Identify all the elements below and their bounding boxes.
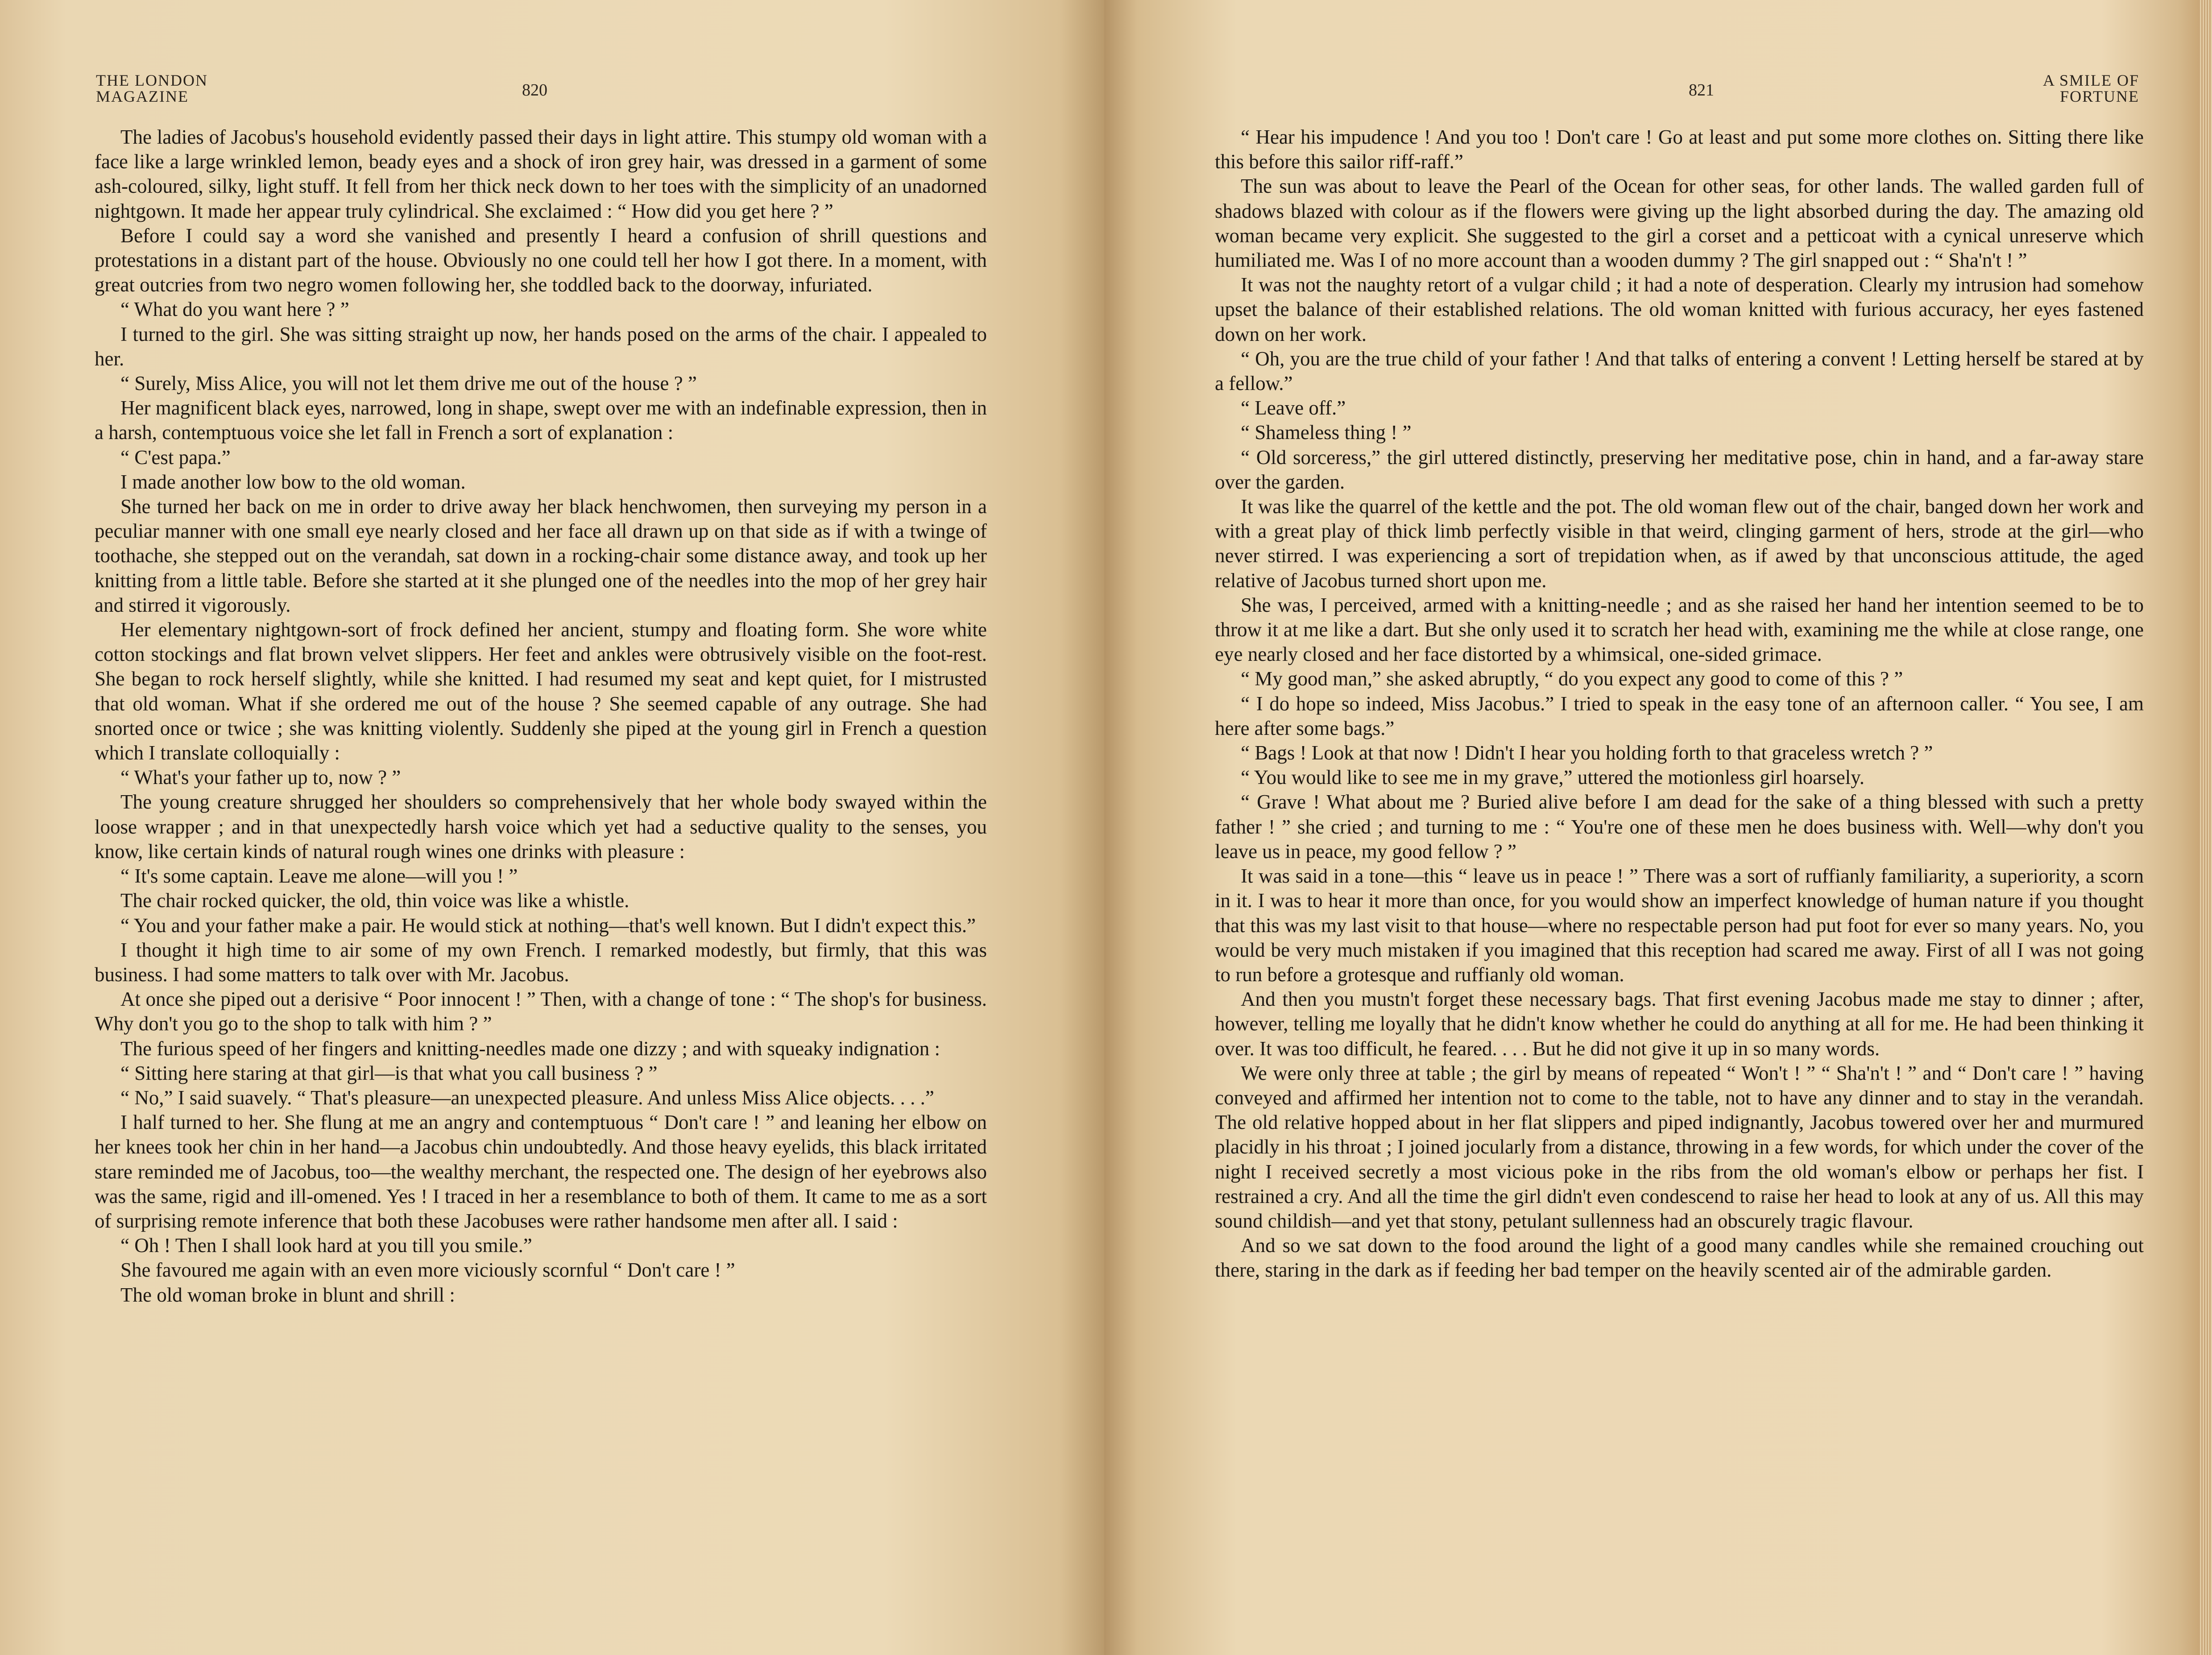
right-page: [1104, 0, 2212, 1655]
paragraph: “ Leave off.”: [1241, 397, 1346, 419]
paragraph: “ You and your father make a pair. He would stick at nothing—that's well known. But I didn't expect this.”: [120, 914, 976, 937]
running-head: [1216, 67, 2139, 112]
paragraph: The old woman broke in blunt and shrill :: [120, 1283, 455, 1306]
paragraph: “ My good man,” she asked abruptly, “ do you expect any good to come of this ? ”: [1241, 668, 1903, 690]
paragraph: “ C'est papa.”: [120, 446, 231, 469]
left-page: [0, 0, 1104, 1655]
paragraph: “ Oh ! Then I shall look hard at you till you smile.”: [120, 1234, 532, 1257]
paragraph: “ I do hope so indeed, Miss Jacobus.” I tried to speak in the easy tone of an afternoon caller. “ You see, I am here after some bags.”: [1215, 692, 2144, 739]
paragraph: “ No,” I said suavely. “ That's pleasure—an unexpected pleasure. And unless Miss Alice objects. . . .”: [120, 1086, 934, 1109]
paragraph: The young creature shrugged her shoulders so comprehensively that her whole body swayed within the loose wrapper ; and in that unexpectedly harsh voice which yet had a seductive quality to the senses, you know, like certain kinds of natural rough wines one drinks with pleasure :: [95, 791, 987, 863]
paragraph: I turned to the girl. She was sitting straight up now, her hands posed on the arms of the chair. I appealed to her.: [95, 323, 987, 370]
paragraph: The furious speed of her fingers and knitting-needles made one dizzy ; and with squeaky indignation :: [120, 1037, 940, 1060]
paragraph: “ It's some captain. Leave me alone—will you ! ”: [120, 865, 518, 888]
paragraph: We were only three at table ; the girl by means of repeated “ Won't ! ” “ Sha'n't ! ” and “ Don't care ! ” having conveyed and affirmed her intention not to come to the table, not to have any dinner and to stay in the verandah. The old relative hopped about in her flat slippers and piped indignantly, Jacobus towered over her and murmured placidly in his throat ; I joined jocularly from a distance, throwing in a few words, for which under the cover of the night I received secretly a most vicious poke in the ribs from the old woman's elbow or perhaps her fist. I restrained a cry. And all the time the girl didn't even condescend to raise her head to look at any of us. All this may sound childish—and yet that stony, petulant sullenness had an obscurely tragic flavour.: [1215, 1062, 2144, 1232]
paragraph: “ Grave ! What about me ? Buried alive before I am dead for the sake of a thing blessed with such a pretty father ! ” she cried ; and turning to me : “ You're one of these men he does business with. Well—why don't you leave us in peace, my good fellow ? ”: [1215, 791, 2144, 863]
paragraph: “ Oh, you are the true child of your father ! And that talks of entering a convent ! Letting herself be stared at by a fellow.”: [1215, 347, 2144, 395]
story-title: [2043, 72, 2139, 104]
paragraph: “ Shameless thing ! ”: [1241, 421, 1412, 444]
paragraph: And so we sat down to the food around the light of a good many candles while she remained crouching out there, staring in the dark as if feeding her bad temper on the heavily scented air of the admirable garden.: [1215, 1234, 2144, 1282]
page-number: 820: [522, 81, 547, 100]
paragraph: I half turned to her. She flung at me an angry and contemptuous “ Don't care ! ” and leaning her elbow on her knees took her chin in her hand—a Jacobus chin undoubtedly. And those heavy eyelids, this black irritated stare reminded me of Jacobus, too—the wealthy merchant, the respected one. The design of her eyebrows also was the same, rigid and ill-omened. Yes ! I traced in her a resemblance to both of them. It came to me as a sort of surprising remote inference that both these Jacobuses were rather handsome men after all. I said :: [95, 1111, 987, 1232]
magazine-title: [96, 72, 208, 104]
paragraph: The sun was about to leave the Pearl of the Ocean for other seas, for other lands. The walled garden full of shadows blazed with colour as if the flowers were giving up the light absorbed during the day. The amazing old woman became very explicit. She suggested to the girl a corset and a petticoat with a cynical unreserve which humiliated me. Was I of no more account than a wooden dummy ? The girl snapped out : “ Sha'n't ! ”: [1215, 175, 2144, 272]
paragraph: “ Sitting here staring at that girl—is that what you call business ? ”: [120, 1062, 658, 1084]
paragraph: And then you mustn't forget these necessary bags. That first evening Jacobus made me stay to dinner ; after, however, telling me loyally that he didn't know whether he could do anything at all for me. He had been thinking it over. It was too difficult, he feared. . . . But he did not give it up in so many words.: [1215, 988, 2144, 1060]
paragraph: “ You would like to see me in my grave,” uttered the motionless girl hoarsely.: [1241, 766, 1865, 789]
paragraph: “ Old sorceress,” the girl uttered distinctly, preserving her meditative pose, chin in hand, and a far-away stare over the garden.: [1215, 446, 2144, 493]
paragraph: Her elementary nightgown-sort of frock defined her ancient, stumpy and floating form. She wore white cotton stockings and flat brown velvet slippers. Her feet and ankles were obtrusively visible on the foot-rest. She began to rock herself slightly, while she knitted. I had resumed my seat and kept quiet, for I mistrusted that old woman. What if she ordered me out of the house ? She seemed capable of any outrage. She had snorted once or twice ; she was knitting violently. Suddenly she piped at the young girl in French a question which I translate colloquially :: [95, 618, 987, 764]
paragraph: “ What's your father up to, now ? ”: [120, 766, 401, 789]
paragraph: At once she piped out a derisive “ Poor innocent ! ” Then, with a change of tone : “ The shop's for business. Why don't you go to the shop to talk with him ? ”: [95, 988, 987, 1035]
paragraph: “ What do you want here ? ”: [120, 298, 349, 321]
paragraph: It was not the naughty retort of a vulgar child ; it had a note of desperation. Clearly my intrusion had somehow upset the balance of their established relations. The old woman knitted with furious accuracy, her eyes fastened down on her work.: [1215, 274, 2144, 345]
paragraph: “ Hear his impudence ! And you too ! Don't care ! Go at least and put some more clothes on. Sitting there like this before this sailor riff-raff.”: [1215, 126, 2144, 173]
running-head: [96, 67, 1006, 112]
magazine-title-line-2: MAGAZINE: [96, 87, 189, 105]
paragraph: Her magnificent black eyes, narrowed, long in shape, swept over me with an indefinable expression, then in a harsh, contemptuous voice she let fall in French a sort of explanation :: [95, 397, 987, 444]
story-title-line-2: FORTUNE: [2060, 87, 2139, 105]
page-number: 821: [1689, 81, 1714, 100]
paragraph: She favoured me again with an even more viciously scornful “ Don't care ! ”: [120, 1259, 735, 1282]
paragraph: It was like the quarrel of the kettle and the pot. The old woman flew out of the chair, banged down her work and with a great play of thick limb perfectly visible in that weird, clinging garment of hers, strode at the girl—who never stirred. I was experiencing a sort of trepidation when, as if awed by that unconscious attitude, the aged relative of Jacobus turned short upon me.: [1215, 495, 2144, 592]
paragraph: I made another low bow to the old woman.: [120, 470, 466, 493]
paragraph: “ Surely, Miss Alice, you will not let them drive me out of the house ? ”: [120, 372, 697, 395]
paragraph: The chair rocked quicker, the old, thin voice was like a whistle.: [120, 889, 630, 912]
paragraph: The ladies of Jacobus's household evidently passed their days in light attire. This stumpy old woman with a face like a large wrinkled lemon, beady eyes and a shock of iron grey hair, was dressed in a garment of some ash-coloured, silky, light stuff. It fell from her thick neck down to her toes with the simplicity of an unadorned nightgown. It made her appear truly cylindrical. She exclaimed : “ How did you get here ? ”: [95, 126, 987, 222]
left-page-text: [95, 125, 987, 1307]
magazine-title-line-1: THE LONDON: [96, 71, 208, 89]
right-page-text: [1215, 125, 2144, 1283]
paragraph: She turned her back on me in order to drive away her black henchwomen, then surveying my person in a peculiar manner with one small eye nearly closed and her face all drawn up on that side as if with a twinge of toothache, she stepped out on the verandah, sat down in a rocking-chair some distance away, and took up her knitting from a little table. Before she started at it she plunged one of the needles into the mop of her grey hair and stirred it vigorously.: [95, 495, 987, 616]
page-edge: [2199, 0, 2212, 1655]
paragraph: I thought it high time to air some of my own French. I remarked modestly, but firmly, that this was business. I had some matters to talk over with Mr. Jacobus.: [95, 938, 987, 986]
story-title-line-1: A SMILE OF: [2042, 71, 2139, 89]
paragraph: “ Bags ! Look at that now ! Didn't I hear you holding forth to that graceless wretch ? ”: [1241, 742, 1933, 764]
paragraph: She was, I perceived, armed with a knitting-needle ; and as she raised her hand her intention seemed to be to throw it at me like a dart. But she only used it to scratch her head with, examining me the while at close range, one eye nearly closed and her face distorted by a whimsical, one-sided grimace.: [1215, 593, 2144, 666]
paragraph: Before I could say a word she vanished and presently I heard a confusion of shrill questions and protestations in a distant part of the house. Obviously no one could tell her how I got there. In a moment, with great outcries from two negro women following her, she toddled back to the doorway, infuriated.: [95, 224, 987, 296]
paragraph: It was said in a tone—this “ leave us in peace ! ” There was a sort of ruffianly familiarity, a superiority, a scorn in it. I was to hear it more than once, for you would show an imperfect knowledge of human nature if you thought that this was my last visit to that house—where no respectable person had put foot for ever so many years. No, you would be very much mistaken if you imagined that this reception had scared me away. First of all I was not going to run before a grotesque and ruffianly old woman.: [1215, 865, 2144, 986]
